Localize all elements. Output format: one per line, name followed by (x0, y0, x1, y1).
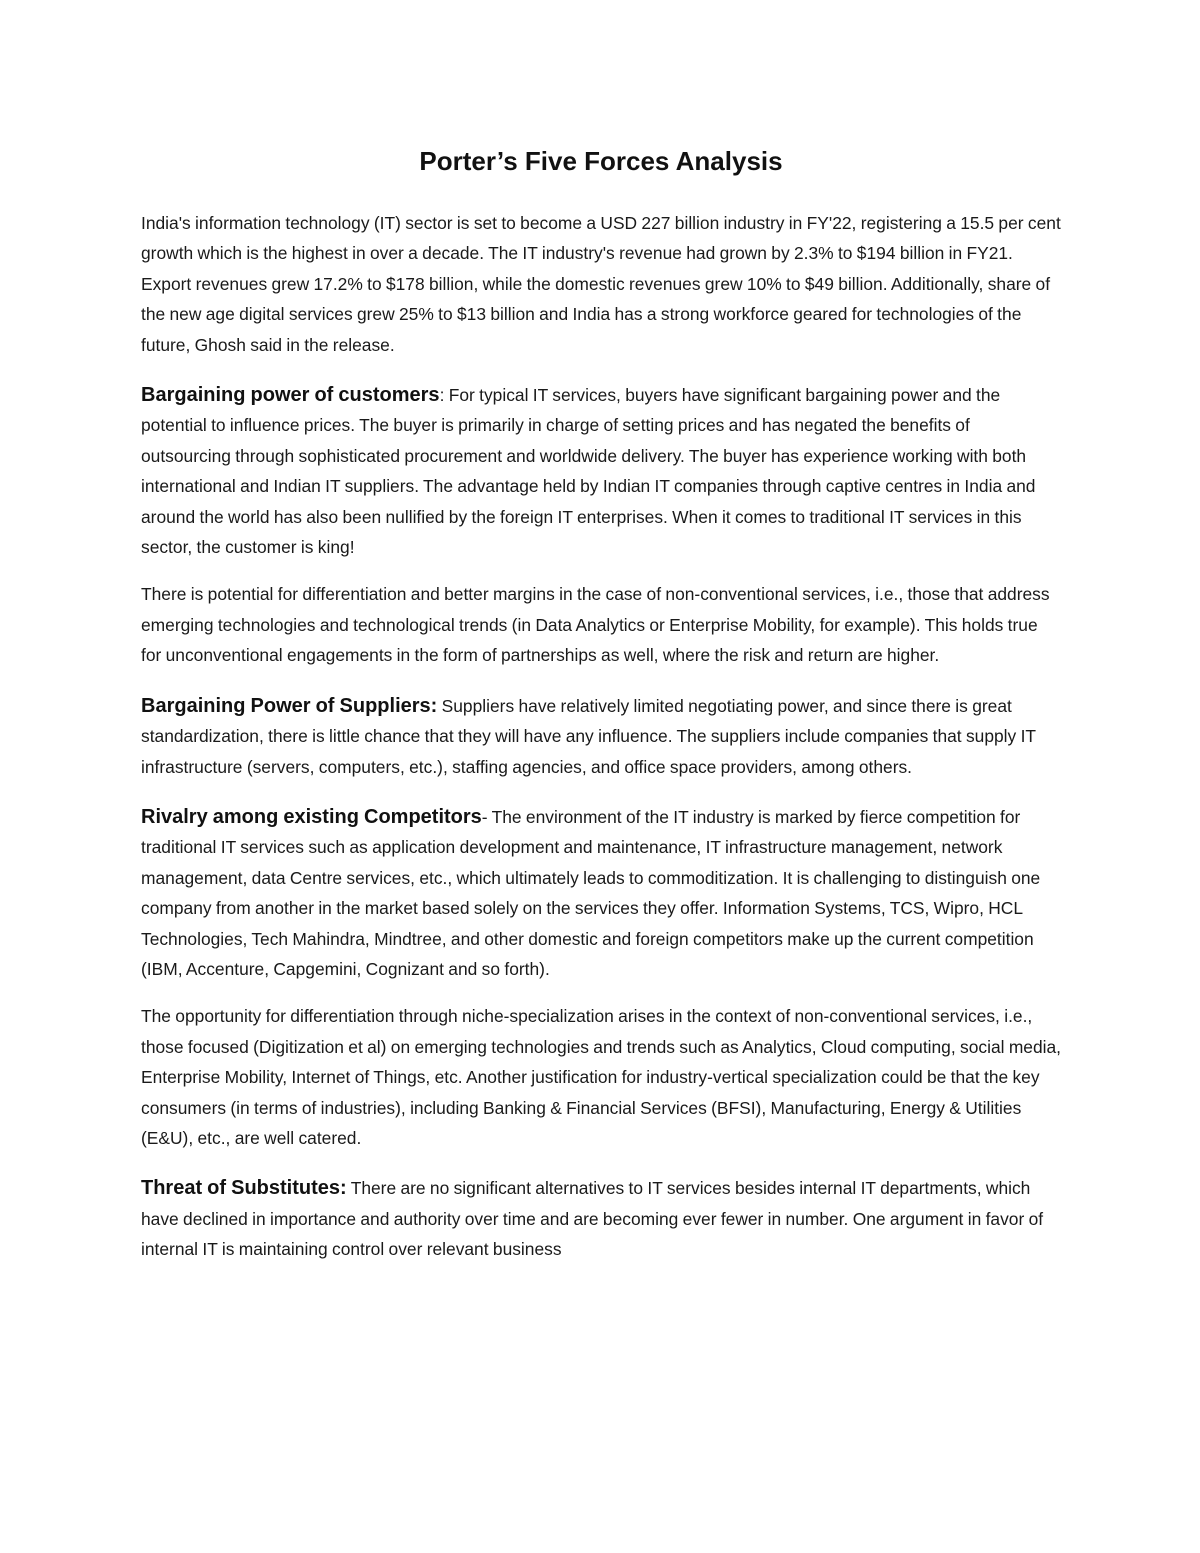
substitutes-section (141, 1173, 1061, 1264)
customers-text: For typical IT services, buyers have significant bargaining power and the potential to influence prices. The buyer is primarily in charge of setting prices and has negated the benefits of outsourcing through sophisticated procurement and worldwide delivery. The buyer has experience working with both international and Indian IT suppliers. The advantage held by Indian IT companies through captive centres in India and around the world has also been nullified by the foreign IT enterprises. When it comes to traditional IT services in this sector, the customer is king! (141, 385, 1036, 558)
rivalry-followup-paragraph: The opportunity for differentiation through niche-specialization arises in the context of non-conventional services, i.e., those focused (Digitization et al) on emerging technologies and trends such as Analytics, Cloud computing, social media, Enterprise Mobility, Internet of Things, etc. Another justification for industry-vertical specialization could be that the key consumers (in terms of industries), including Banking & Financial Services (BFSI), Manufacturing, Energy & Utilities (E&U), etc., are well catered. (141, 1006, 1062, 1148)
suppliers-text: Suppliers have relatively limited negotiating power, and since there is great standardization, there is little chance that they will have any influence. The suppliers include companies that supply IT infrastructure (servers, computers, etc.), staffing agencies, and office space providers, among others. (141, 695, 1036, 777)
rivalry-separator: - (481, 806, 492, 827)
customers-section (141, 380, 1061, 562)
document-title: Porter’s Five Forces Analysis (419, 146, 783, 176)
document-body (141, 140, 1061, 1282)
intro-paragraph: India's information technology (IT) sector is set to become a USD 227 billion industry in FY'22, registering a 15.5 per cent growth which is the highest in over a decade. The IT industry's revenue had grown by 2.3% to $194 billion in FY21. Export revenues grew 17.2% to $178 billion, while the domestic revenues grew 10% to $49 billion. Additionally, share of the new age digital services grew 25% to $13 billion and India has a strong workforce geared for technologies of the future, Ghosh said in the release. (141, 213, 1061, 355)
substitutes-text: There are no significant alternatives to IT services besides internal IT departments, which have declined in importance and authority over time and are becoming ever fewer in number. One argument in favor of internal IT is maintaining control over relevant business (141, 1178, 1044, 1260)
customers-separator: : (439, 385, 449, 406)
customers-followup-paragraph: There is potential for differentiation and better margins in the case of non-conventional services, i.e., those that address emerging technologies and technological trends (in Data Analytics or Enterprise Mobility, for example). This holds true for unconventional engagements in the form of partnerships as well, where the risk and return are higher. (141, 584, 1050, 666)
suppliers-section (141, 691, 1061, 782)
suppliers-heading: Bargaining Power of Suppliers: (141, 694, 438, 717)
rivalry-text: The environment of the IT industry is marked by fierce competition for traditional IT services such as application development and maintenance, IT infrastructure management, network management, data Centre services, etc., which ultimately leads to commoditization. It is challenging to distinguish one company from another in the market based solely on the services they offer. Information Systems, TCS, Wipro, HCL Technologies, Tech Mahindra, Mindtree, and other domestic and foreign competitors make up the current competition (IBM, Accenture, Capgemini, Cognizant and so forth). (141, 806, 1041, 979)
rivalry-heading: Rivalry among existing Competitors (141, 805, 482, 828)
customers-heading: Bargaining power of customers (141, 384, 440, 407)
substitutes-heading: Threat of Substitutes: (141, 1177, 347, 1200)
rivalry-section (141, 802, 1061, 984)
